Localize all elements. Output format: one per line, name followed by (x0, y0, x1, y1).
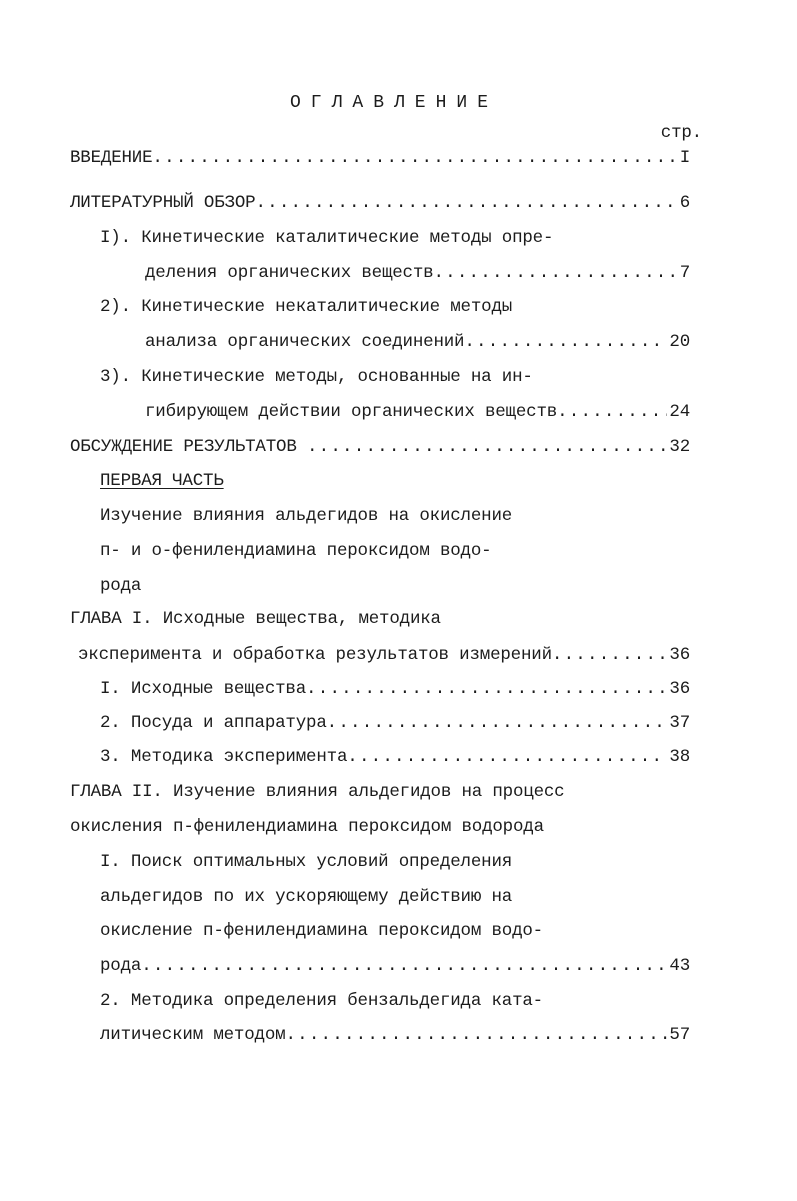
entry-text: ОБСУЖДЕНИЕ РЕЗУЛЬТАТОВ (70, 437, 307, 457)
leader-dots (307, 436, 667, 458)
chapter-1-section-1[interactable] (100, 678, 690, 700)
chapter-2-section-1-line3: окисление п-фенилендиамина пероксидом водо- (100, 921, 543, 941)
chapter-2-section-1-line2: альдегидов по их ускоряющему действию на (100, 887, 513, 907)
toc-entry-literature-review[interactable] (70, 192, 690, 214)
part-description-line2: п- и о-фенилендиамина пероксидом водо- (100, 541, 492, 561)
chapter-2-section-1[interactable] (100, 955, 690, 977)
leader-dots (433, 262, 677, 284)
entry-text: ВВЕДЕНИЕ (70, 148, 153, 168)
page-column-header: стр. (660, 123, 702, 143)
toc-entry-1[interactable] (145, 262, 690, 284)
entry-page: 20 (669, 332, 690, 352)
entry-page: 43 (669, 956, 690, 976)
chapter-1-section-3[interactable] (100, 746, 690, 768)
toc-entry-2[interactable] (145, 331, 690, 353)
chapter-2-title-line2: окисления п-фенилендиамина пероксидом водорода (70, 817, 544, 837)
leader-dots (141, 955, 667, 977)
entry-text: гибирующем действии органических веществ (145, 402, 558, 422)
entry-text: деления органических веществ (145, 263, 434, 283)
leader-dots (285, 1024, 667, 1046)
toc-title: ОГЛАВЛЕНИЕ (290, 93, 499, 113)
entry-text: I. Исходные вещества (100, 679, 307, 699)
entry-page: 37 (669, 713, 690, 733)
chapter-2-section-2[interactable] (100, 1024, 690, 1046)
entry-page: 32 (669, 437, 690, 457)
entry-page: 57 (669, 1025, 690, 1045)
entry-page: 38 (669, 747, 690, 767)
chapter-1-section-2[interactable] (100, 712, 690, 734)
leader-dots (557, 401, 667, 423)
leader-dots (306, 678, 667, 700)
entry-page: 6 (679, 193, 690, 213)
leader-dots (327, 712, 668, 734)
entry-text: рода (100, 956, 142, 976)
entry-text: анализа органических соединений (145, 332, 465, 352)
leader-dots (552, 644, 668, 666)
chapter-2-section-1-line1: I. Поиск оптимальных условий определения (100, 852, 513, 872)
entry-page: 36 (669, 679, 690, 699)
chapter-1-entry[interactable] (78, 644, 690, 666)
toc-entry-2-line1: 2). Кинетические некаталитические методы (100, 297, 513, 317)
entry-text: литическим методом (100, 1025, 286, 1045)
toc-entry-3-line1: 3). Кинетические методы, основанные на ин- (100, 367, 533, 387)
entry-page: I (679, 148, 690, 168)
entry-text: ЛИТЕРАТУРНЫЙ ОБЗОР (70, 193, 256, 213)
chapter-2-section-2-line1: 2. Методика определения бензальдегида ката- (100, 991, 543, 1011)
entry-page: 7 (679, 263, 690, 283)
entry-page: 24 (669, 402, 690, 422)
leader-dots (347, 746, 667, 768)
toc-entry-1-line1: I). Кинетические каталитические методы опре- (100, 228, 554, 248)
toc-entry-3[interactable] (145, 401, 690, 423)
part-description-line1: Изучение влияния альдегидов на окисление (100, 506, 513, 526)
chapter-1-title: ГЛАВА I. Исходные вещества, методика (70, 609, 441, 629)
part-heading: ПЕРВАЯ ЧАСТЬ (100, 471, 224, 491)
chapter-2-title-line1: ГЛАВА II. Изучение влияния альдегидов на процесс (70, 782, 565, 802)
toc-entry-discussion[interactable] (70, 436, 690, 458)
entry-text: 3. Методика эксперимента (100, 747, 348, 767)
entry-page: 36 (669, 645, 690, 665)
toc-entry-introduction[interactable] (70, 147, 690, 169)
leader-dots (255, 192, 677, 214)
leader-dots (152, 147, 677, 169)
entry-text: 2. Посуда и аппаратура (100, 713, 327, 733)
entry-text: эксперимента и обработка результатов измерений (78, 645, 552, 665)
leader-dots (464, 331, 667, 353)
part-description-line3: рода (100, 576, 142, 596)
